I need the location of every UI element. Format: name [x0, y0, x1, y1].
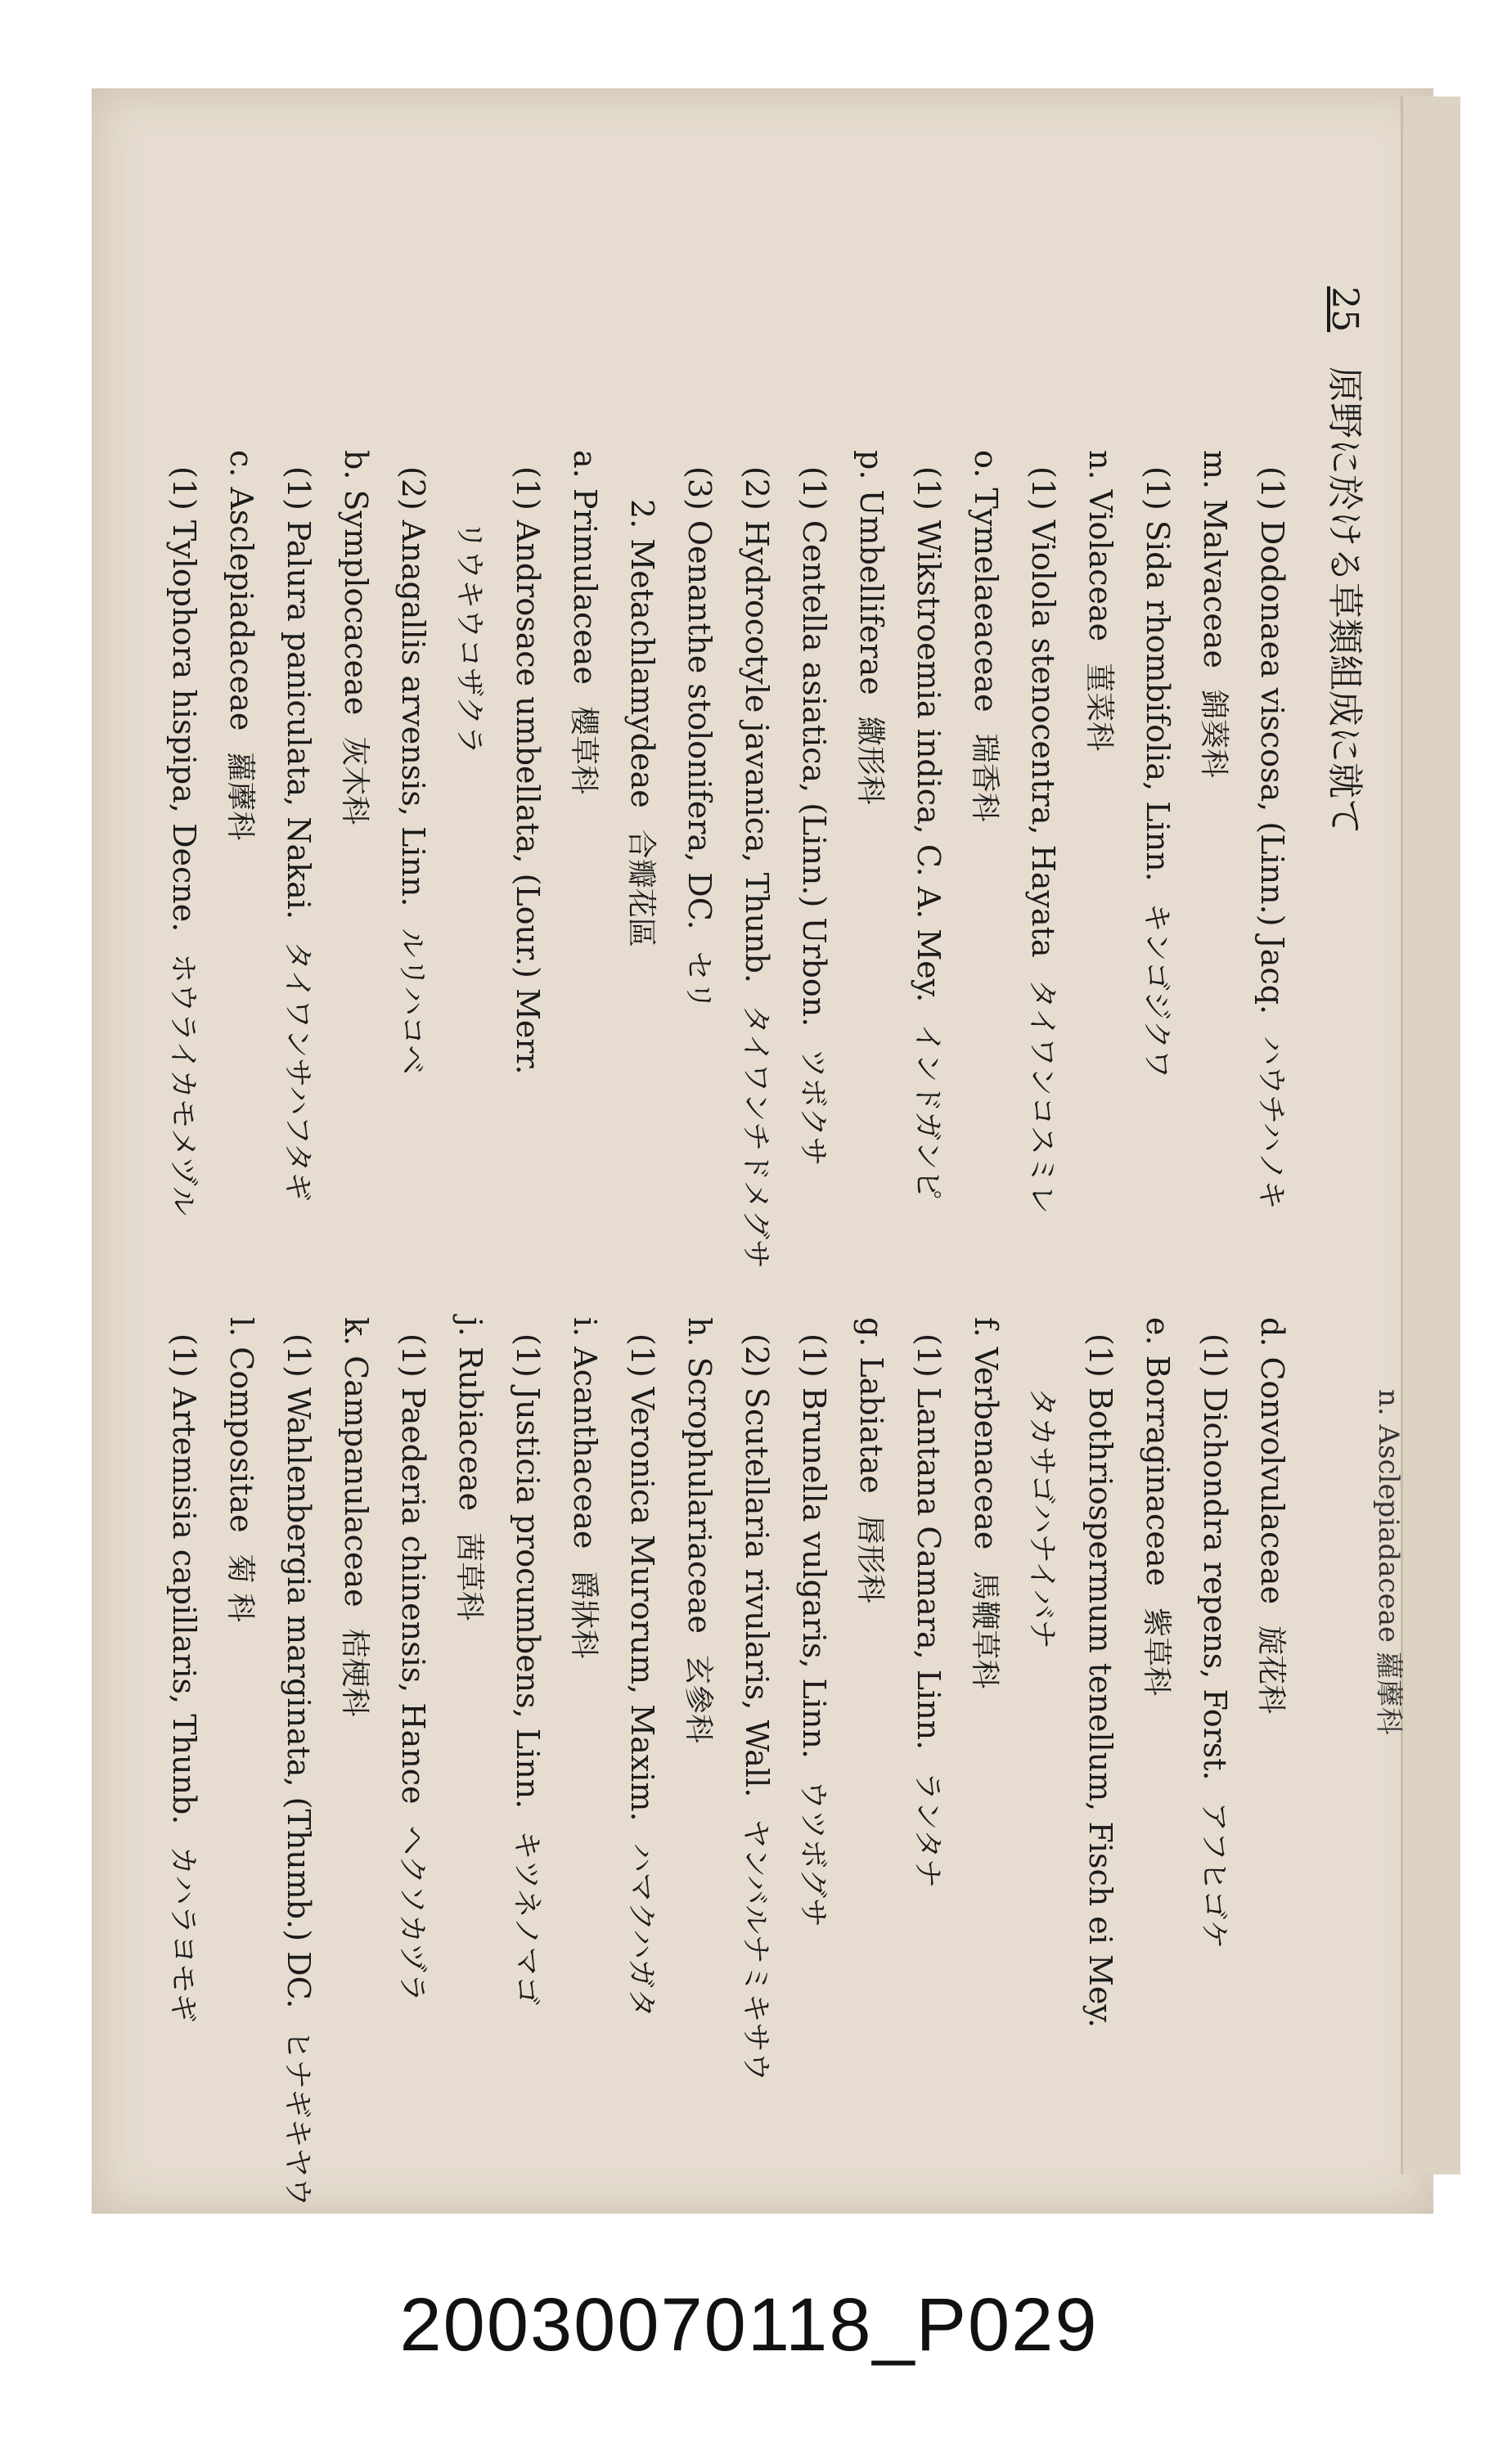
japanese-name: タイワンチドメグサ [739, 1004, 772, 1269]
japanese-name: タカサゴハナイバナ [1025, 1387, 1059, 1649]
latin-name: (1) Wahlenbergia marginata, (Thumb.) DC. [281, 1333, 317, 2009]
japanese-name: ホウライカモメヅル [166, 953, 200, 1216]
latin-name: i. Acanthaceae [567, 1317, 603, 1549]
species-entry [900, 1317, 957, 2258]
species-entry [213, 1317, 270, 2258]
japanese-name: 蘿藦科 [223, 752, 257, 841]
species-entry [556, 450, 614, 1391]
latin-name: (1) Centella asiatica, (Linn.) Urbon. [796, 466, 832, 1027]
latin-name: d. Convolvulaceae [1254, 1317, 1290, 1605]
japanese-name: 爵牀科 [567, 1570, 601, 1659]
japanese-name: 玄參科 [682, 1654, 715, 1743]
japanese-name: ランタナ [911, 1771, 944, 1888]
latin-name: n. Violaceae [1082, 450, 1118, 642]
species-entry [385, 1317, 442, 2258]
species-entry [1244, 1317, 1301, 2258]
japanese-name: ハマクハガタ [624, 1842, 658, 2018]
latin-name: k. Campanulaceae [338, 1317, 374, 1607]
japanese-name: ヒナギキヤウ [281, 2030, 314, 2207]
species-entry [957, 1317, 1014, 2258]
japanese-name: カハラヨモギ [166, 1846, 200, 2023]
latin-name: (1) Violola stenocentra, Hayata [1025, 466, 1061, 958]
species-entry [785, 450, 843, 1391]
latin-name: (1) Dodonaea viscosa, (Linn.) Jacq. [1254, 466, 1290, 1015]
japanese-name: 合瓣花區 [624, 829, 658, 947]
species-entry [270, 1317, 327, 2258]
latin-name: (2) Scutellaria rivularis, Wall. [739, 1333, 775, 1798]
japanese-name: 紫草科 [1140, 1607, 1173, 1696]
japanese-name: セリ [682, 951, 715, 1010]
latin-name: (1) Tylophora hispipa, Decne. [166, 466, 202, 933]
latin-name: (1) Sida rhombifolia, Linn. [1140, 466, 1176, 882]
japanese-name: 錦葵科 [1197, 689, 1230, 778]
running-header [1317, 286, 1374, 834]
latin-name: f. Verbenaceae [968, 1317, 1004, 1550]
latin-name: (1) Veronica Murorum, Maxim. [624, 1333, 660, 1822]
japanese-name: 菊 科 [223, 1553, 257, 1623]
latin-name: (1) Lantana Camara, Linn. [911, 1333, 947, 1751]
latin-name: l. Compositae [223, 1317, 259, 1533]
japanese-name: 菫菜科 [1082, 663, 1116, 752]
latin-name: (3) Oenanthe stolonifera, DC. [682, 466, 718, 930]
species-entry [957, 450, 1014, 1391]
species-entry [671, 1317, 728, 2258]
japanese-name: キツネノマゴ [510, 1830, 543, 2006]
japanese-name: 馬鞭草科 [968, 1571, 1001, 1689]
japanese-name: インドガンピ [911, 1023, 944, 1200]
species-entry [1072, 450, 1129, 1391]
species-entry [270, 450, 327, 1391]
right-column [155, 1317, 1301, 2258]
species-entry [843, 450, 900, 1391]
latin-name: (1) Justicia procumbens, Linn. [510, 1333, 546, 1810]
adjacent-page-text: n. Asclepiadaceae 蘿藦科 [1372, 1389, 1405, 1735]
species-entry [728, 1317, 785, 2258]
latin-name: (1) Paederia chinensis, Hance [395, 1333, 431, 1805]
japanese-name: 繖形科 [853, 716, 887, 805]
latin-name: (1) Bothriospermum tenellum, Fisch ei Mey. [1082, 1333, 1118, 2028]
japanese-name: タイワンコスミレ [1025, 978, 1059, 1214]
latin-name: h. Scrophulariaceae [682, 1317, 718, 1634]
species-entry [155, 1317, 213, 2258]
latin-name: (1) Brunella vulgaris, Linn. [796, 1333, 832, 1759]
species-entry [155, 450, 213, 1391]
japanese-name: ヤンバルナミキサウ [739, 1819, 772, 2082]
image-id-caption: 20030070118_P029 [399, 2283, 1099, 2367]
rotated-text-block [147, 286, 1374, 2250]
japanese-name: ルリハコベ [395, 928, 429, 1075]
japanese-name: 唇形科 [853, 1514, 887, 1603]
page-number: 25 [1324, 286, 1365, 332]
species-entry [614, 450, 671, 1391]
species-entry [499, 1317, 556, 2258]
species-entry [327, 450, 385, 1391]
japanese-name: 旋花科 [1254, 1625, 1288, 1715]
species-entry [442, 450, 499, 1391]
japanese-name: 瑞香科 [968, 733, 1001, 822]
page-title: 原野に於ける草類組成に就て [1324, 366, 1365, 834]
latin-name: e. Borraginaceae [1140, 1317, 1176, 1586]
species-entry [442, 1317, 499, 2258]
latin-name: (1) Artemisia capillaris, Thunb. [166, 1333, 202, 1825]
latin-name: o. Tymelaeaceae [968, 450, 1004, 713]
japanese-name: ハウチハノキ [1254, 1036, 1288, 1210]
species-entry [1129, 1317, 1186, 2258]
species-entry [843, 1317, 900, 2258]
japanese-name: ウツボグサ [796, 1779, 830, 1927]
species-entry [900, 450, 957, 1391]
adjacent-page-edge [1372, 97, 1460, 2174]
species-entry [671, 450, 728, 1391]
latin-name: b. Symplocaceae [338, 450, 374, 716]
species-entry [213, 450, 270, 1391]
latin-name: (2) Hydrocotyle javanica, Thunb. [739, 466, 775, 983]
latin-name: (2) Anagallis arvensis, Linn. [395, 466, 431, 907]
japanese-name: アフヒゴケ [1197, 1801, 1230, 1949]
japanese-name: ヘクソカヅラ [395, 1825, 429, 2003]
japanese-name: 櫻草科 [567, 705, 601, 794]
species-entry [1186, 1317, 1244, 2258]
latin-name: (1) Palura paniculata, Nakai. [281, 466, 317, 920]
latin-name: (1) Wikstroemia indica, C. A. Mey. [911, 466, 947, 1003]
species-entry [499, 450, 556, 1391]
latin-name: c. Asclepiadaceae [223, 450, 259, 731]
species-entry [1014, 450, 1072, 1391]
latin-name: j. Rubiaceae [452, 1317, 488, 1512]
latin-name: 2. Metachlamydeae [624, 499, 660, 808]
japanese-name: 茜草科 [452, 1532, 486, 1621]
species-entry [556, 1317, 614, 2258]
species-entry [1072, 1317, 1129, 2258]
latin-name: (1) Androsace umbellata, (Lour.) Merr. [510, 466, 546, 1075]
latin-name: a. Primulaceae [567, 450, 603, 685]
japanese-name: リウキウコザクラ [452, 520, 486, 755]
latin-name: (1) Dichondra repens, Forst. [1197, 1333, 1233, 1781]
species-entry [1014, 1317, 1072, 2258]
japanese-name: 灰木科 [338, 736, 371, 825]
species-entry [1244, 450, 1301, 1391]
species-entry [1186, 450, 1244, 1391]
latin-name: g. Labiatae [853, 1317, 889, 1494]
species-entry [728, 450, 785, 1391]
japanese-name: タイワンサハフタギ [281, 941, 314, 1202]
left-column [155, 450, 1301, 1391]
japanese-name: 桔梗科 [338, 1628, 371, 1717]
species-entry [385, 450, 442, 1391]
species-entry [1129, 450, 1186, 1391]
species-entry [327, 1317, 385, 2258]
species-entry [785, 1317, 843, 2258]
latin-name: p. Umbelliferae [853, 450, 889, 695]
species-entry [614, 1317, 671, 2258]
latin-name: m. Malvaceae [1197, 450, 1233, 668]
japanese-name: キンゴジクワ [1140, 902, 1173, 1079]
japanese-name: ツボクサ [796, 1048, 830, 1167]
